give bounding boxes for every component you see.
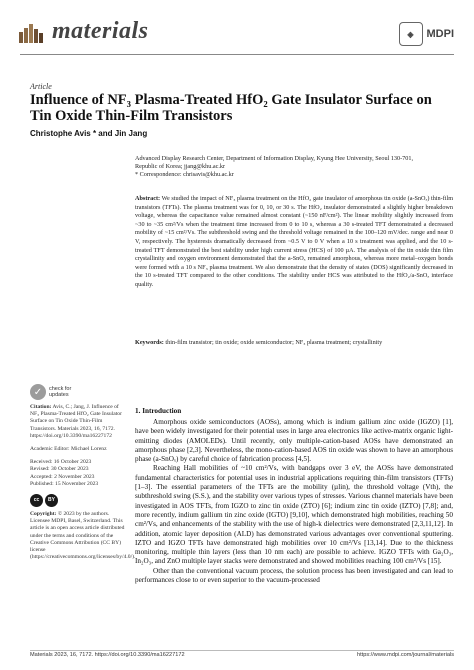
- footer-divider: [30, 650, 454, 651]
- footer-citation: Materials 2023, 16, 7172. https://doi.org/10.3390/ma16227172: [30, 652, 185, 658]
- cc-license-badge[interactable]: [30, 494, 125, 507]
- keywords-text: thin-film transistor; tin oxide; oxide semiconductor; NF₃ plasma treatment; crystallinity: [165, 339, 383, 346]
- affiliation: [135, 155, 455, 179]
- header-divider: [20, 54, 454, 55]
- check-updates-label: check for updates: [49, 386, 72, 398]
- introduction-body: [135, 418, 453, 585]
- publisher-name: MDPI: [426, 28, 454, 40]
- keywords-label: Keywords:: [135, 339, 164, 346]
- cc-icon: cc: [30, 494, 43, 507]
- date-revised: Revised: 30 October 2023: [30, 466, 89, 473]
- check-for-updates-button[interactable]: [30, 384, 90, 400]
- journal-logo-icon: [18, 20, 46, 44]
- by-icon: BY: [45, 494, 58, 507]
- paragraph: Amorphous oxide semiconductors (AOSs), among which is indium gallium zinc oxide (IGZO) [1], have been widely investigated for their potential uses in large area electronics like active-matrix organic light-emitting diodes (AMOLEDs). Until recently, only multiple-cation-based AOSs have demonstrated an amorphous phase [2,3]. Nevertheless, the mono-cation-based AOS tin oxide was shown to have an amorphous phase (a-SnOₓ) by careful choice of fabrication process [4,5].: [135, 418, 453, 464]
- footer-journal-link[interactable]: https://www.mdpi.com/journal/materials: [357, 652, 454, 658]
- abstract-label: Abstract:: [135, 195, 161, 202]
- abstract: [135, 195, 453, 290]
- mdpi-icon: ◈: [399, 22, 423, 46]
- article-type: Article: [30, 82, 52, 91]
- article-title: Influence of NF₃ Plasma-Treated HfO₂ Gate Insulator Surface on Tin Oxide Thin-Film Transistors: [30, 92, 432, 124]
- paragraph: Reaching Hall mobilities of ~10 cm²/Vs, with bandgaps over 3 eV, the AOSs have demonstrated fundamental characteristics for potential uses in industrial applications requiring thin-film transistors (TFTs) [1–3]. The essential parameters of the TFTs are the mobility (µlin), the threshold voltage (Vth), the subthreshold swing (S.S.), and the stability over various types of stresses. Various channel materials have been investigated in AOS TFTs, from IGZO to zinc tin oxide (ZTO) [6]; indium zinc tin oxide (IZTO) [7,8]; and, more recently, indium gallium tin zinc oxide (IGTO) [9,10], which demonstrated high mobilities, reaching 50 cm²/Vs, and enhancements of the stability with the use of high-k dielectrics were demonstrated [2,3,11,12]. In addition, atomic layer deposition (ALD) has demonstrated various advantages over conventional sputtering. IZTO and IGZO TFTs have demonstrated high mobilities over 10 cm²/Vs [13,14]. Due to the thickness monitoring, multiple thin layers (less than 10 nm each) are possible to achieve. IGZO TFTs with Ga₂O₃, In₂O₃, and ZnO multiple layer stacks were demonstrated and showed mobilities reaching 100 cm²/Vs [15].: [135, 464, 453, 566]
- journal-name: materials: [52, 18, 149, 44]
- academic-editor: Academic Editor: Michael Lorenz: [30, 446, 107, 453]
- section-heading: 1. Introduction: [135, 407, 182, 415]
- date-accepted: Accepted: 2 November 2023: [30, 473, 95, 480]
- abstract-text: We studied the impact of NF₃ plasma treatment on the HfO₂ gate insulator of amorphous tin oxide (a-SnOₓ) thin-film transistors (TFTs). The plasma treatment was for 0, 10, or 30 s. The HfO₂ insulator demonstrated a slightly higher breakdown voltage, whereas the capacitance value remained almost constant (~150 nF/cm²). The linear mobility slightly increased from ~30 to ~35 cm²/Vs when the treatment time increased from 0 to 10 s, whereas a 30 s-treated TFT demonstrated a decreased mobility of ~15 cm²/Vs. The subthreshold swing and the threshold voltage remained in the 100–120 mV/dec. range and near 0 V, respectively. The hysteresis dramatically decreased from ~0.5 V to 0 V when a 10 s treatment was applied, and the 10 s-treated TFT demonstrated the best stability under high current stress (HCS) of 100 µA. The analysis of the tin oxide thin film crystallinity and oxygen environment demonstrated that the a-SnOₓ remained amorphous, whereas more metal–oxygen bonds were formed with a 10 s NF₃ plasma treatment. We also demonstrate that the density of states (DOS) significantly decreased in the 10 s-treated TFT compared to the other conditions. The stability under HCS was attributed to the HfO₂/a-SnOₓ interface quality.: [135, 195, 454, 288]
- citation: Citation: Avis, C.; Jang, J. Influence of NF₃ Plasma-Treated HfO₂ Gate Insulator Surface on Tin Oxide Thin-Film Transistors. Materials 2023, 16, 7172. https://doi.org/10.3390/ma16227172: [30, 404, 122, 439]
- publisher-logo: [399, 22, 455, 46]
- paragraph: Other than the conventional vacuum process, the solution process has been investigated and can lead to performances close to or even superior to the vacuum-processed: [135, 566, 453, 585]
- correspondence: * Correspondence: chrisavis@khu.ac.kr: [135, 171, 234, 178]
- date-published: Published: 15 November 2023: [30, 480, 99, 487]
- article-sidebar: [30, 404, 136, 567]
- copyright: Copyright: © 2023 by the authors. Licensee MDPI, Basel, Switzerland. This article is an open access article distributed under the terms and conditions of the Creative Commons Attribution (CC BY) license (https://creativecommons.org/licenses/by/4.0/).: [30, 511, 136, 561]
- affiliation-line: Advanced Display Research Center, Department of Information Display, Kyung Hee University, Seoul 130-701,: [135, 155, 414, 162]
- authors: Christophe Avis * and Jin Jang: [30, 129, 148, 138]
- affiliation-line: Republic of Korea; jjang@khu.ac.kr: [135, 163, 226, 170]
- dates: [30, 459, 125, 488]
- keywords: [135, 339, 453, 347]
- date-received: Received: 16 October 2023: [30, 459, 92, 466]
- check-updates-icon: ✓: [30, 384, 46, 400]
